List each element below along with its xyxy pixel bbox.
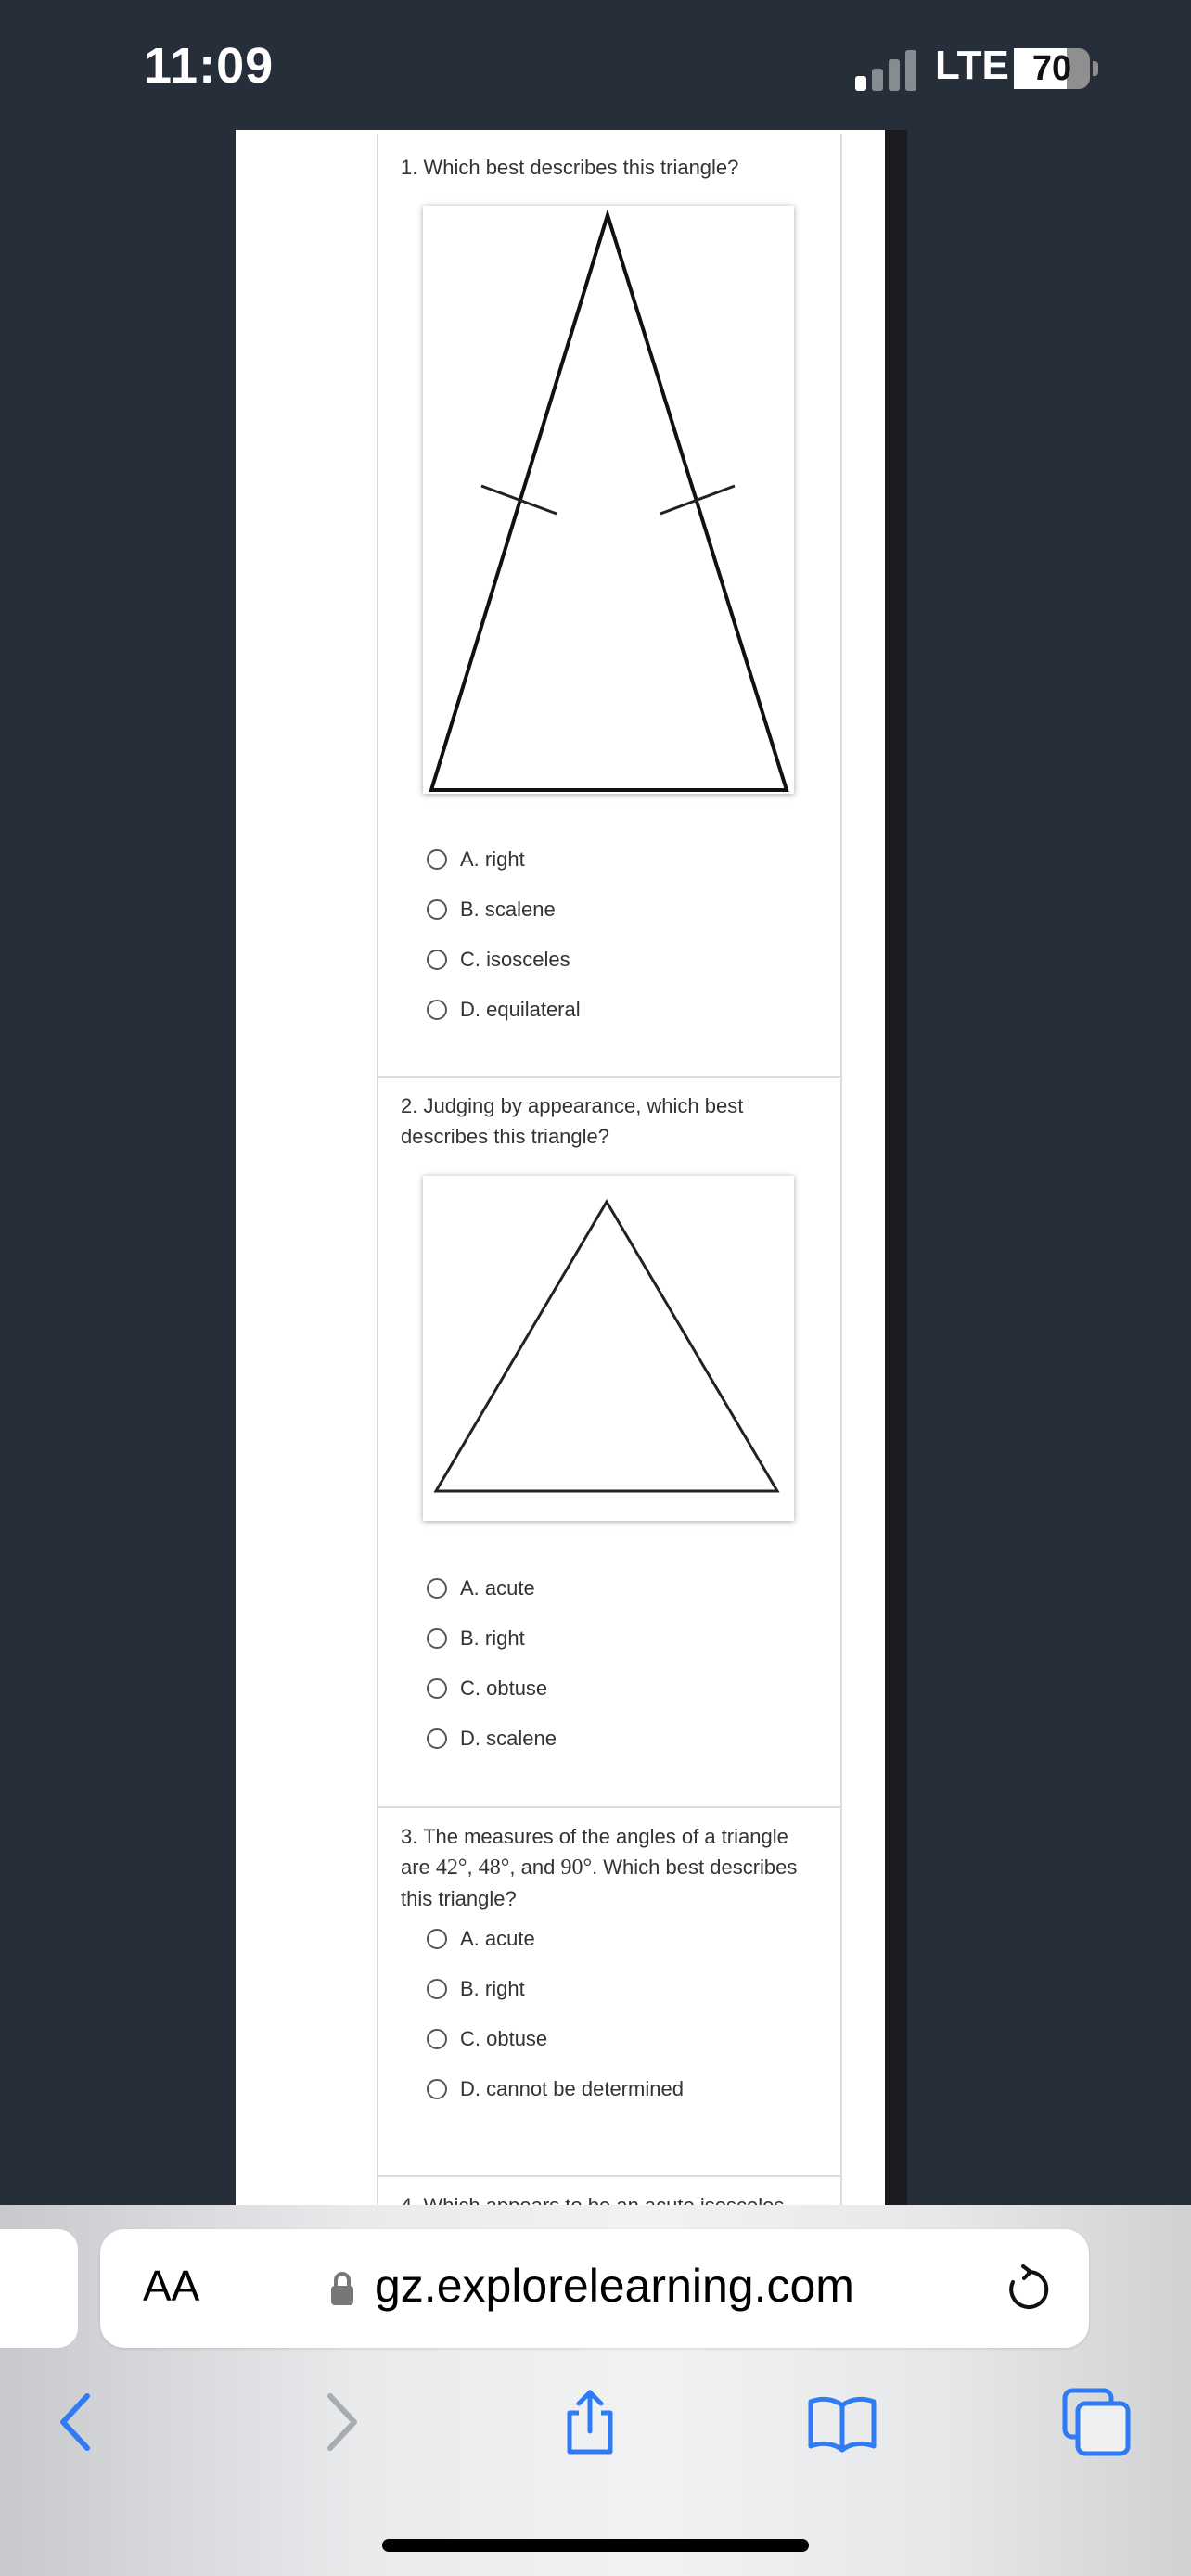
- option-2a[interactable]: [427, 1573, 535, 1604]
- radio-button[interactable]: [427, 1628, 447, 1649]
- option-3d[interactable]: [427, 2073, 684, 2105]
- option-3c[interactable]: [427, 2023, 547, 2055]
- question-text: [401, 1821, 818, 1914]
- question-text-start: 3. The measures of the angles of a triangle are: [401, 1825, 788, 1879]
- option-label: C. obtuse: [460, 2027, 548, 2050]
- option-label: B. right: [460, 1626, 525, 1650]
- option-label: A. acute: [460, 1576, 535, 1600]
- chevron-right-icon[interactable]: [302, 2385, 377, 2459]
- radio-button[interactable]: [427, 849, 447, 870]
- status-time: 11:09: [144, 38, 275, 94]
- acute-triangle-icon: [423, 1176, 794, 1521]
- browser-toolbar: [0, 2205, 1191, 2576]
- radio-button[interactable]: [427, 1929, 447, 1949]
- radio-button[interactable]: [427, 950, 447, 970]
- question-text: 2. Judging by appearance, which best describes this triangle?: [401, 1094, 744, 1148]
- book-icon[interactable]: [805, 2385, 879, 2459]
- radio-button[interactable]: [427, 1578, 447, 1599]
- option-3a[interactable]: [427, 1923, 535, 1955]
- radio-button[interactable]: [427, 2079, 447, 2099]
- status-bar: [0, 0, 1191, 130]
- chevron-left-icon[interactable]: [41, 2385, 115, 2459]
- angle-value: 90°: [560, 1855, 593, 1880]
- share-icon[interactable]: [553, 2385, 627, 2459]
- radio-button[interactable]: [427, 899, 447, 920]
- option-3b[interactable]: [427, 1973, 525, 2005]
- option-2c[interactable]: [427, 1673, 547, 1704]
- angle-value: 42°: [435, 1855, 467, 1880]
- angle-value: 48°: [478, 1855, 510, 1880]
- radio-button[interactable]: [427, 1000, 447, 1020]
- tabs-icon[interactable]: [1059, 2385, 1133, 2459]
- radio-button[interactable]: [427, 1728, 447, 1749]
- text-size-button[interactable]: AA: [143, 2262, 200, 2310]
- option-1a[interactable]: [427, 844, 525, 875]
- question-1: [378, 134, 840, 1078]
- radio-button[interactable]: [427, 2029, 447, 2049]
- separator: , and: [509, 1855, 556, 1879]
- option-label: D. scalene: [460, 1727, 557, 1750]
- option-label: D. cannot be determined: [460, 2077, 684, 2100]
- address-bar[interactable]: [100, 2229, 1089, 2348]
- option-2d[interactable]: [427, 1723, 557, 1754]
- reload-icon[interactable]: [1004, 2264, 1054, 2315]
- radio-button[interactable]: [427, 1678, 447, 1699]
- battery-icon: [1014, 48, 1090, 89]
- option-label: C. isosceles: [460, 948, 570, 971]
- question-2: [378, 1076, 840, 1808]
- option-label: B. scalene: [460, 898, 556, 921]
- option-label: A. right: [460, 848, 525, 871]
- home-indicator: [382, 2539, 809, 2552]
- signal-icon: [855, 48, 920, 91]
- option-label: A. acute: [460, 1927, 535, 1950]
- question-text-end: . Which best describes this triangle?: [401, 1855, 798, 1910]
- url-text[interactable]: gz.explorelearning.com: [375, 2260, 854, 2312]
- triangle-figure-1: [423, 206, 794, 794]
- option-label: B. right: [460, 1977, 525, 2000]
- web-page[interactable]: [236, 130, 885, 2205]
- battery-level: 70: [1031, 49, 1072, 88]
- question-3: [378, 1806, 840, 2177]
- battery-nub: [1093, 61, 1098, 76]
- network-type: LTE: [935, 43, 1009, 88]
- page-edge: [885, 130, 907, 2205]
- isosceles-triangle-icon: [423, 206, 794, 794]
- option-1c[interactable]: [427, 944, 570, 976]
- option-2b[interactable]: [427, 1623, 525, 1654]
- triangle-figure-2: [423, 1176, 794, 1521]
- option-label: C. obtuse: [460, 1677, 548, 1700]
- option-1d[interactable]: [427, 994, 581, 1026]
- previous-tab-card[interactable]: [0, 2229, 78, 2348]
- option-1b[interactable]: [427, 894, 556, 925]
- question-text: 1. Which best describes this triangle?: [401, 156, 739, 179]
- option-label: D. equilateral: [460, 998, 581, 1021]
- radio-button[interactable]: [427, 1979, 447, 1999]
- quiz-container: [377, 134, 842, 2266]
- lock-icon: [330, 2270, 354, 2307]
- separator: ,: [467, 1855, 473, 1879]
